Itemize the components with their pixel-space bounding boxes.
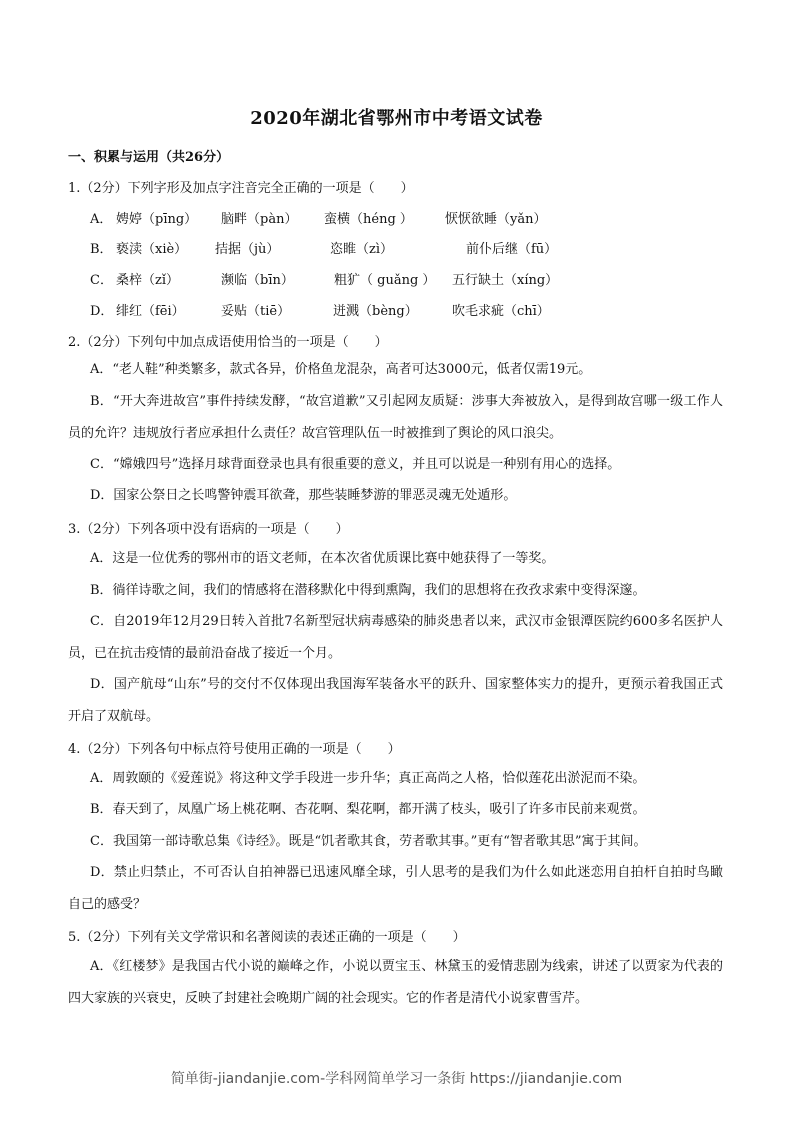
q1-option-c-label: C． (90, 273, 113, 288)
q1-option-b-label: B． (90, 242, 113, 257)
q1-b-item-3: 恣睢（zì） (330, 242, 394, 257)
q1-c-item-3: 粗犷（ guǎng ） (334, 273, 436, 288)
q3-option-b: B．徜徉诗歌之间，我们的情感将在潜移默化中得到熏陶，我们的思想将在孜孜求索中变得深邃。 (90, 583, 646, 598)
q4-option-d: D．禁止归禁止，不可否认自拍神器已迅速风靡全球，引人思考的是我们为什么如此迷恋用自拍杆自拍时鸟瞰自己的感受？ (68, 865, 723, 912)
q1-c-item-1: 桑梓（zǐ） (116, 273, 180, 288)
q1-d-item-1: 绯红（fēi） (116, 304, 185, 319)
q2-option-b: B．“开大奔进故宫”事件持续发酵，“故宫道歉”又引起网友质疑：涉事大奔被放入，是得到故宫哪一级工作人员的允许？违规放行者应承担什么责任？故宫管理队伍一时被推到了舆论的风口浪尖。 (68, 394, 723, 441)
q1-a-item-2: 脑畔（pàn） (221, 212, 298, 227)
footer-watermark: 简单街-jiandanjie.com-学科网简单学习一条街 https://jiandanjie.com (170, 1071, 623, 1087)
q2-option-a: A．“老人鞋”种类繁多，款式各异，价格鱼龙混杂，高者可达3000元，低者仅需19元。 (90, 362, 592, 377)
q1-a-item-1: 娉婷（pīng） (116, 212, 198, 227)
q1-d-item-2: 妥贴（tiē） (221, 304, 291, 319)
question-5-stem: 5.（2分）下列有关文学常识和名著阅读的表述正确的一项是（ ） (68, 930, 466, 945)
q1-d-item-3: 迸溅（bèng） (333, 304, 418, 319)
q2-option-d: D．国家公祭日之长鸣警钟震耳欲聋，那些装睡梦游的罪恶灵魂无处遁形。 (90, 488, 517, 503)
q1-c-item-2: 濒临（bīn） (221, 273, 294, 288)
q3-option-d: D．国产航母“山东”号的交付不仅体现出我国海军装备水平的跃升、国家整体实力的提升，更预示着我国正式开启了双航母。 (68, 677, 723, 724)
q4-option-a: A．周敦颐的《爱莲说》将这种文学手段进一步升华；真正高尚之人格，恰似莲花出淤泥而不染。 (90, 771, 646, 786)
q1-a-item-3: 蛮横（héng ） (324, 212, 413, 227)
q5-option-a: A．《红楼梦》是我国古代小说的巅峰之作，小说以贾宝玉、林黛玉的爱情悲剧为线索，讲述了以贾家为代表的四大家族的兴衰史，反映了封建社会晚期广阔的社会现实。它的作者是清代小说家曹雪芹。 (68, 959, 723, 1006)
question-1-stem: 1.（2分）下列字形及加点字注音完全正确的一项是（ ） (68, 181, 414, 196)
q1-b-item-1: 亵渎（xiè） (116, 242, 188, 257)
section-heading: 一、积累与运用（共26分） (68, 150, 230, 165)
question-2-stem: 2.（2分）下列句中加点成语使用恰当的一项是（ ） (68, 335, 388, 350)
q1-c-item-4: 五行缺土（xíng） (452, 273, 559, 288)
question-3-stem: 3.（2分）下列各项中没有语病的一项是（ ） (68, 522, 349, 537)
q1-d-item-4: 吹毛求疵（chī） (452, 304, 550, 319)
q4-option-b: B．春天到了，凤凰广场上桃花啊、杏花啊、梨花啊，都开满了枝头，吸引了许多市民前来观赏。 (90, 802, 646, 817)
q1-a-item-4: 恹恹欲睡（yǎn） (445, 212, 547, 227)
document-title: 2020年湖北省鄂州市中考语文试卷 (250, 108, 543, 129)
q1-option-d-label: D． (90, 304, 114, 319)
q3-option-a: A．这是一位优秀的鄂州市的语文老师，在本次省优质课比赛中她获得了一等奖。 (90, 551, 555, 566)
question-4-stem: 4.（2分）下列各句中标点符号使用正确的一项是（ ） (68, 742, 401, 757)
q1-option-a-label: A． (90, 212, 113, 227)
q4-option-c: C．我国第一部诗歌总集《诗经》。既是“饥者歌其食，劳者歌其事。”更有“智者歌其思”寓于其间。 (90, 834, 647, 849)
q3-option-c: C．自2019年12月29日转入首批7名新型冠状病毒感染的肺炎患者以来，武汉市金银潭医院约600多名医护人员，已在抗击疫情的最前沿奋战了接近一个月。 (68, 614, 723, 661)
q1-b-item-4: 前仆后继（fū） (466, 242, 558, 257)
q2-option-c: C．“嫦娥四号”选择月球背面登录也具有很重要的意义，并且可以说是一种别有用心的选择。 (90, 457, 621, 472)
q1-b-item-2: 拮据（jù） (215, 242, 280, 257)
